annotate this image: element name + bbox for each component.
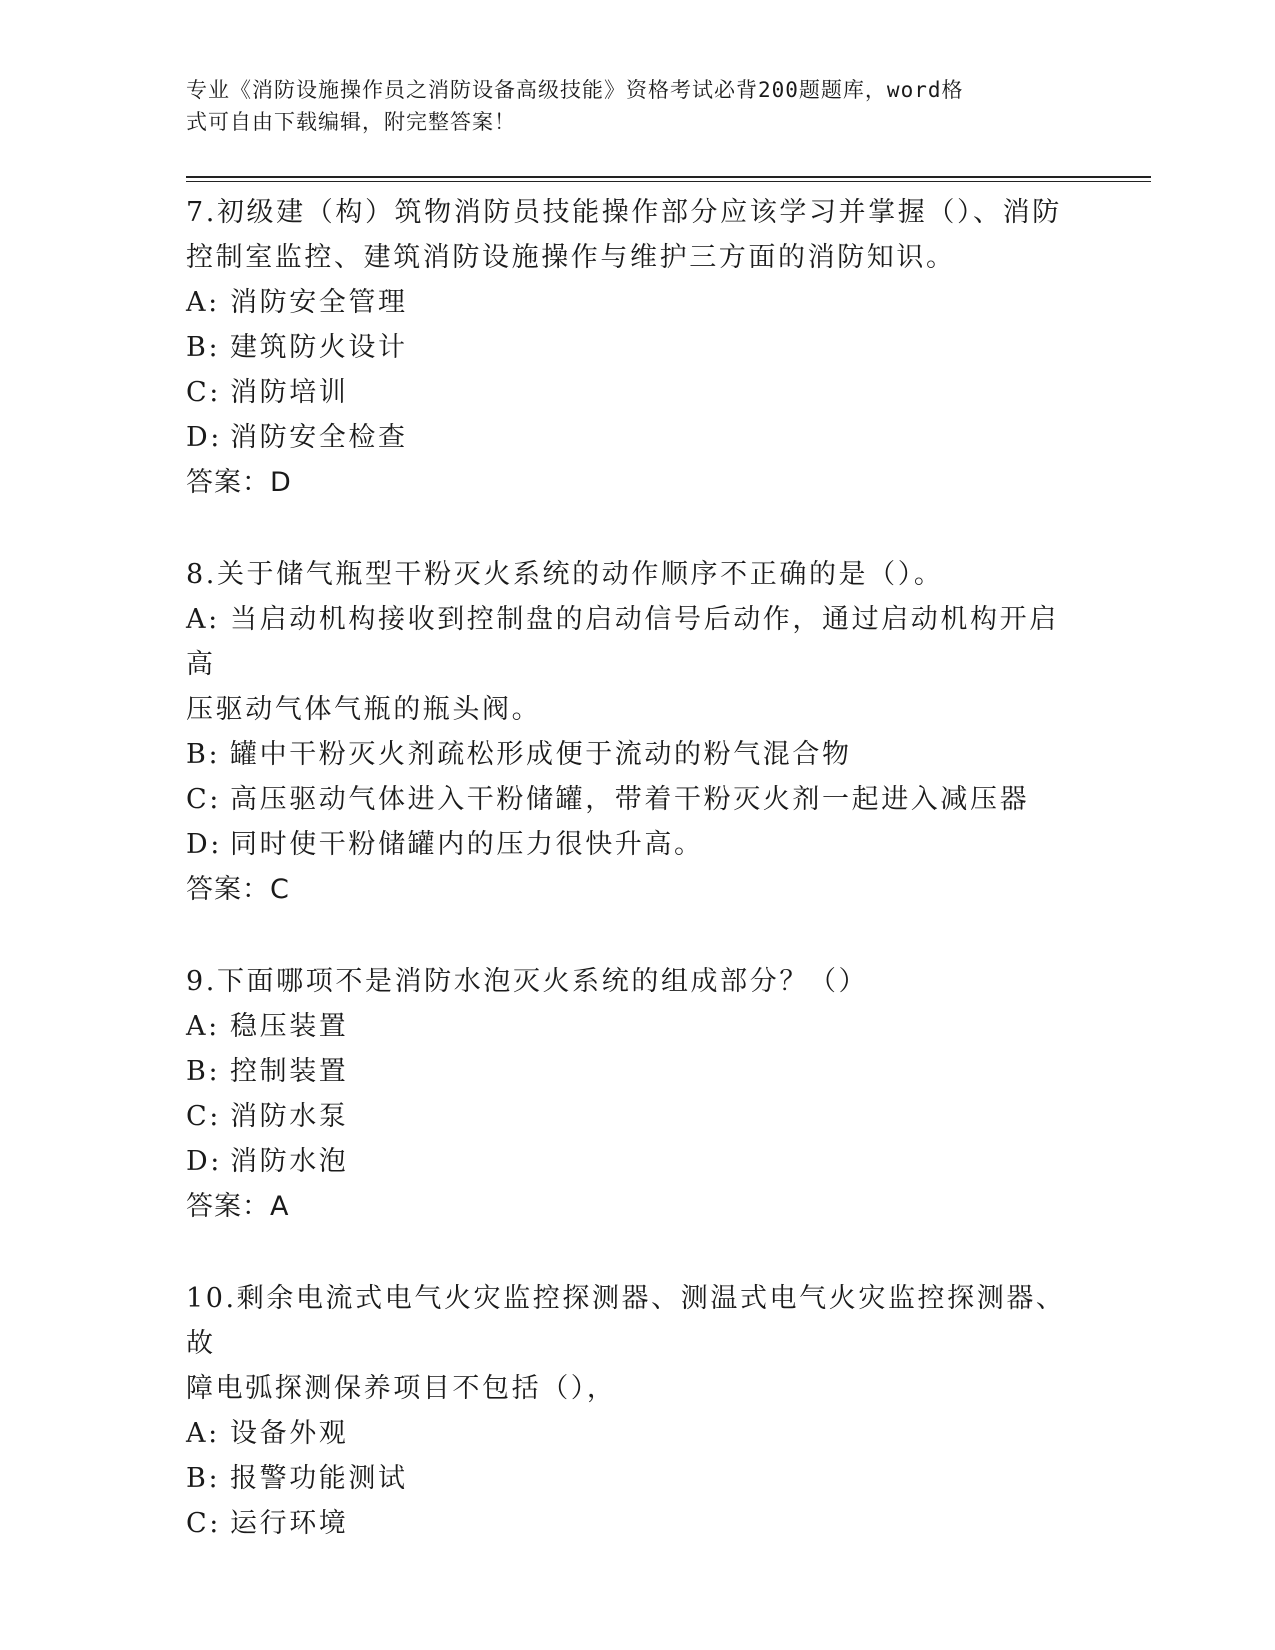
question-stem [186, 1276, 1066, 1411]
question-stem-line: 7.初级建（构）筑物消防员技能操作部分应该学习并掌握（）、消防 [186, 197, 1062, 228]
document-header [186, 74, 1086, 138]
question-10 [186, 1276, 1066, 1546]
option-key: D: [186, 1146, 222, 1177]
option-text: 当启动机构接收到控制盘的启动信号后动作，通过启动机构开启高 [186, 604, 1059, 680]
question-stem-line: 10.剩余电流式电气火灾监控探测器、测温式电气火灾监控探测器、故 [186, 1283, 1066, 1359]
question-9 [186, 959, 1066, 1229]
option-key: C: [186, 1101, 221, 1132]
option-text: 消防水泡 [230, 1146, 349, 1177]
option-text: 建筑防火设计 [230, 332, 408, 363]
answer-line: 答案：A [186, 1191, 290, 1222]
option-key: A: [186, 604, 220, 635]
option-key: A: [186, 1011, 220, 1042]
question-stem-line: 障电弧探测保养项目不包括（）， [186, 1373, 617, 1404]
option-key: A: [186, 1418, 220, 1449]
question-stem [186, 959, 1066, 1004]
question-stem-line: 8.关于储气瓶型干粉灭火系统的动作顺序不正确的是（）。 [186, 559, 944, 590]
header-line-1: 专业《消防设施操作员之消防设备高级技能》资格考试必背200题题库，word格 [186, 78, 964, 102]
option-c [186, 1094, 1066, 1139]
option-key: C: [186, 784, 221, 815]
question-8 [186, 552, 1066, 912]
option-text: 消防水泵 [230, 1101, 349, 1132]
question-stem [186, 190, 1066, 280]
question-list [186, 190, 1066, 1593]
option-text: 消防安全管理 [230, 287, 408, 318]
question-stem [186, 552, 1066, 597]
option-text: 消防安全检查 [230, 422, 408, 453]
option-a-continuation: 压驱动气体气瓶的瓶头阀。 [186, 694, 542, 725]
option-a [186, 280, 1066, 325]
option-c [186, 370, 1066, 415]
option-key: B: [186, 332, 221, 363]
option-text: 高压驱动气体进入干粉储罐，带着干粉灭火剂一起进入减压器 [230, 784, 1030, 815]
option-text: 控制装置 [230, 1056, 349, 1087]
option-b [186, 1049, 1066, 1094]
option-c [186, 1501, 1066, 1546]
option-d [186, 415, 1066, 460]
question-stem-line: 控制室监控、建筑消防设施操作与维护三方面的消防知识。 [186, 242, 956, 273]
answer-line: 答案：D [186, 467, 292, 498]
option-key: C: [186, 377, 221, 408]
option-a [186, 1004, 1066, 1049]
option-key: D: [186, 829, 222, 860]
question-7 [186, 190, 1066, 505]
option-text: 报警功能测试 [230, 1463, 408, 1494]
option-text: 稳压装置 [230, 1011, 349, 1042]
option-text: 同时使干粉储罐内的压力很快升高。 [230, 829, 704, 860]
option-b [186, 1456, 1066, 1501]
option-key: C: [186, 1508, 221, 1539]
answer-line: 答案：C [186, 874, 290, 905]
option-d [186, 1139, 1066, 1184]
option-a [186, 597, 1066, 687]
option-text: 运行环境 [230, 1508, 349, 1539]
question-stem-line: 9.下面哪项不是消防水泡灭火系统的组成部分？（） [186, 966, 869, 997]
option-key: A: [186, 287, 220, 318]
option-key: B: [186, 1056, 221, 1087]
option-key: B: [186, 739, 221, 770]
option-b [186, 732, 1066, 777]
header-divider-thick [186, 176, 1151, 178]
option-c [186, 777, 1066, 822]
header-line-2: 式可自由下载编辑，附完整答案！ [186, 110, 516, 134]
option-key: B: [186, 1463, 221, 1494]
option-d [186, 822, 1066, 867]
option-b [186, 325, 1066, 370]
option-a [186, 1411, 1066, 1456]
option-key: D: [186, 422, 222, 453]
option-text: 消防培训 [230, 377, 349, 408]
option-text: 罐中干粉灭火剂疏松形成便于流动的粉气混合物 [230, 739, 852, 770]
option-text: 设备外观 [230, 1418, 349, 1449]
header-divider-thin [186, 181, 1151, 182]
